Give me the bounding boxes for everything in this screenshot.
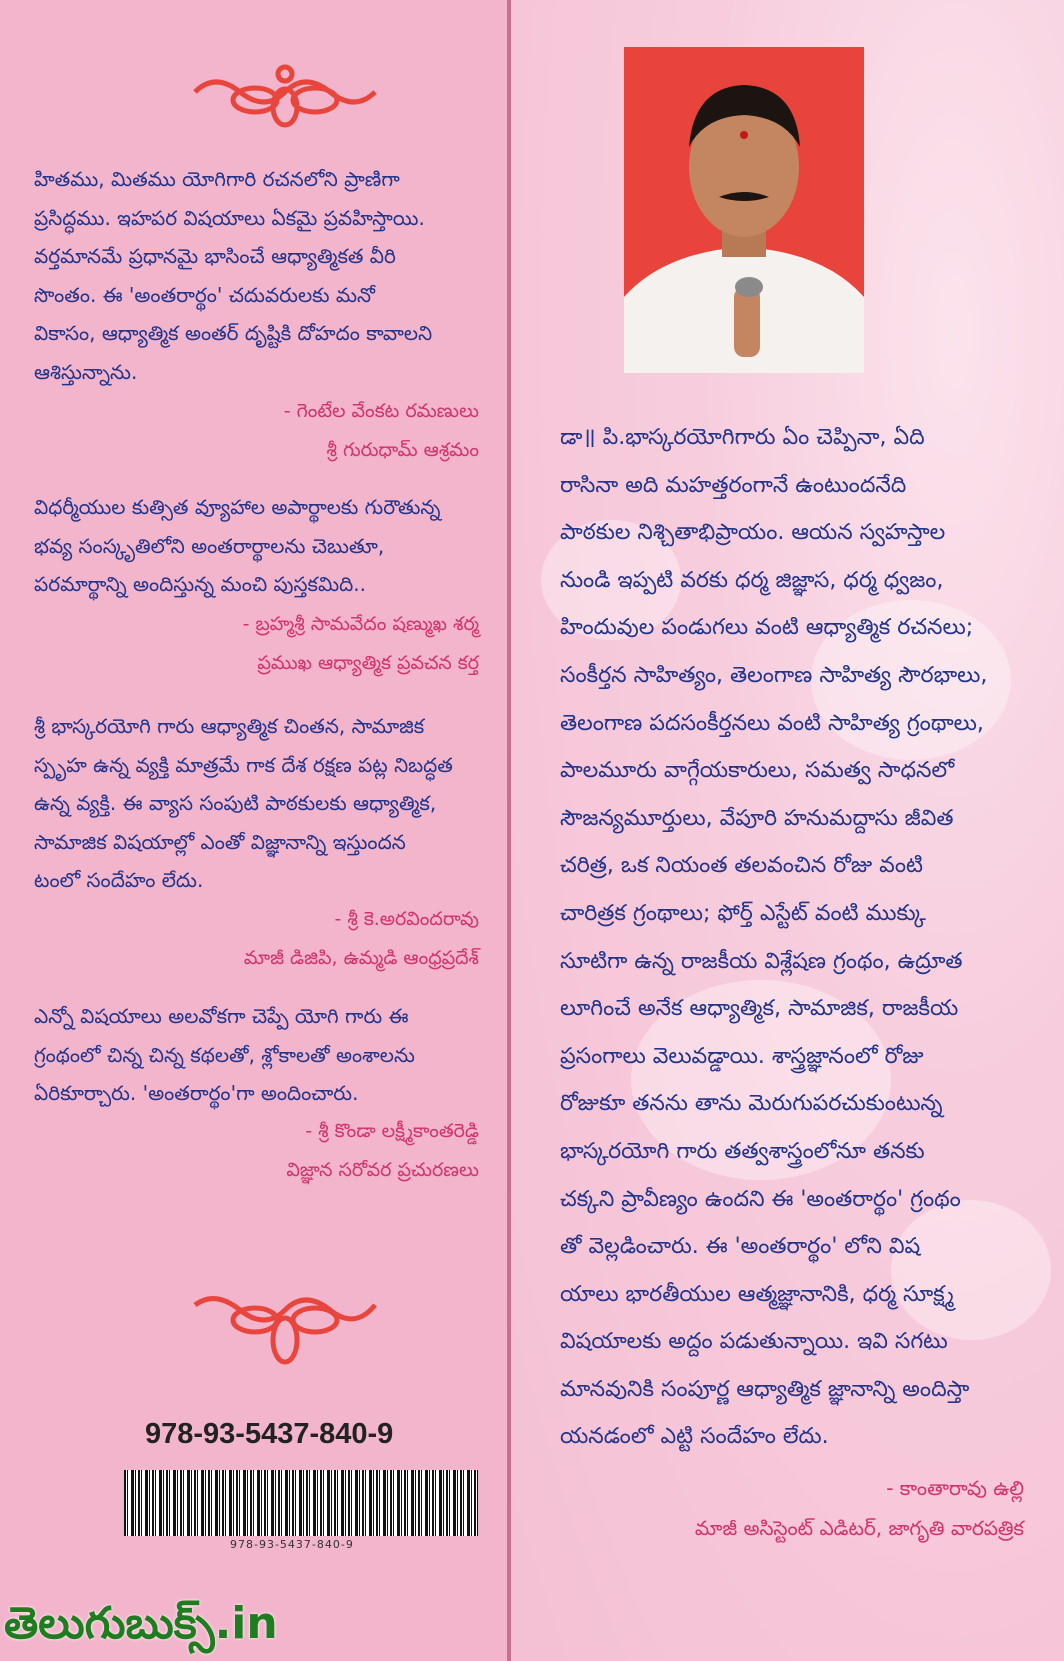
quote-line: విధర్మీయుల కుత్సిత వ్యూహాల అపార్థాలకు గురౌతున్న (34, 495, 441, 519)
attribution-line: - శ్రీ కె.అరవిందరావు (334, 908, 479, 930)
bio-line: భాస్కరయోగి గారు తత్వశాస్త్రంలోనూ తనకు (560, 1138, 925, 1164)
review-quote (34, 997, 484, 1113)
quote-line: స్పృహ ఉన్న వ్యక్తి మాత్రమే గాక దేశ రక్షణ పట్ల నిబద్ధత (34, 752, 453, 777)
bio-line: పాలమూరు వాగ్గేయకారులు, సమత్వ సాధనలో (560, 758, 955, 784)
quote-line: ఎన్నో విషయాలు అలవోకగా చెప్పే యోగి గారు ఈ (34, 1004, 409, 1028)
bio-line: యాలు భారతీయుల ఆత్మజ్ఞానానికి, ధర్మ సూక్ష్మ (560, 1281, 954, 1307)
bio-line: నుండి ఇప్పటి వరకు ధర్మ జిజ్ఞాస, ధర్మ ధ్వజం, (560, 567, 944, 593)
review-quote (34, 707, 484, 900)
bio-line: డా॥ పి.భాస్కరయోగిగారు ఏం చెప్పినా, ఏది (560, 425, 925, 450)
bio-line: సూటిగా ఉన్న రాజకీయ విశ్లేషణ గ్రంథం, ఉద్రూత (560, 948, 963, 974)
attribution-line: మాజీ అసిస్టెంట్ ఎడిటర్, జాగృతి వారపత్రిక (694, 1516, 1024, 1540)
bio-line: తెలంగాణ పదసంకీర్తనలు వంటి సాహిత్య గ్రంథాలు, (560, 710, 984, 736)
bio-line: చరిత్ర, ఒక నియంత తలవంచిన రోజు వంటి (560, 853, 923, 879)
quote-line: ఏరికూర్చారు. 'అంతరార్థం'గా అందించారు. (34, 1081, 359, 1105)
attribution-line: - బ్రహ్మశ్రీ సామవేదం షణ్ముఖ శర్మ (242, 613, 479, 635)
bio-line: మానవునికి సంపూర్ణ ఆధ్యాత్మిక జ్ఞానాన్ని అందిస్తా (560, 1376, 970, 1402)
watermark-logo: తెలుగుబుక్స్.in (4, 1598, 278, 1649)
bio-line: విషయాలకు అద్దం పడుతున్నాయి. ఇవి సగటు (560, 1329, 948, 1355)
bio-line: సౌజన్యమూర్తులు, వేపూరి హనుమద్దాసు జీవిత (560, 805, 954, 831)
author-photo (624, 47, 864, 373)
quote-attribution (243, 605, 479, 682)
bio-line: పాఠకుల నిశ్చితాభిప్రాయం. ఆయన స్వహస్తాల (560, 520, 946, 546)
quote-line: హితము, మితము యోగిగారి రచనలోని ప్రాణిగా (34, 167, 400, 191)
barcode (124, 1470, 478, 1536)
bio-line: యనడంలో ఎట్టి సందేహం లేదు. (560, 1424, 829, 1450)
quote-attribution (284, 392, 479, 469)
review-quote (34, 488, 484, 604)
bio-line: చారిత్రక గ్రంథాలు; ఫోర్త్ ఎస్టేట్ వంటి ముక్కు (560, 900, 926, 926)
author-bio (560, 414, 1030, 1461)
quote-line: వికాసం, ఆధ్యాత్మిక అంతర్ దృష్టికి దోహదం కావాలని (34, 321, 433, 345)
attribution-line: శ్రీ గురుధామ్ ఆశ్రమం (326, 438, 479, 461)
attribution-line: - శ్రీ కొండా లక్ష్మీకాంతరెడ్డి (305, 1120, 479, 1142)
back-cover-left-panel (0, 0, 507, 1661)
isbn-number: 978-93-5437-840-9 (145, 1418, 394, 1450)
isbn-small: 978-93-5437-840-9 (230, 1538, 354, 1551)
quote-line: ఉన్న వ్యక్తి. ఈ వ్యాస సంపుటి పాఠకులకు ఆధ్యాత్మిక, (34, 791, 437, 815)
ornament-bottom-icon (185, 1295, 385, 1375)
quote-line: ఆశిస్తున్నాను. (34, 359, 138, 384)
attribution-line: మాజీ డిజిపి, ఉమ్మడి ఆంధ్రప్రదేశ్ (243, 946, 479, 969)
quote-attribution (286, 1112, 479, 1189)
attribution-line: - కాంతారావు ఉల్లి (886, 1476, 1024, 1500)
bio-line: హిందువుల పండుగలు వంటి ఆధ్యాత్మిక రచనలు; (560, 615, 974, 641)
attribution-line: - గెంటేల వేంకట రమణులు (283, 400, 479, 422)
bio-line: చక్కని ప్రావీణ్యం ఉందని ఈ 'అంతరార్థం' గ్రంథం (560, 1186, 961, 1212)
quote-line: ప్రసిద్ధము. ఇహపర విషయాలు ఏకమై ప్రవహిస్తాయి. (34, 205, 425, 230)
attribution-line: ప్రముఖ ఆధ్యాత్మిక ప్రవచన కర్త (257, 651, 479, 674)
review-quote (34, 160, 484, 391)
quote-line: టంలో సందేహం లేదు. (34, 868, 204, 892)
bio-line: రాసినా అది మహత్తరంగానే ఉంటుందనేది (560, 472, 907, 498)
bio-line: లూగించే అనేక ఆధ్యాత్మిక, సామాజిక, రాజకీయ (560, 996, 959, 1022)
bio-line: ప్రసంగాలు వెలువడ్డాయి. శాస్త్రజ్ఞానంలో రోజు (560, 1043, 924, 1069)
bio-line: తో వెల్లడించారు. ఈ 'అంతరార్థం' లోని విష (560, 1234, 921, 1260)
ornament-top-icon (185, 62, 385, 142)
bio-line: రోజుకూ తనను తాను మెరుగుపరచుకుంటున్న (560, 1091, 943, 1117)
attribution-line: విజ్ఞాన సరోవర ప్రచురణలు (286, 1158, 479, 1181)
quote-line: సొంతం. ఈ 'అంతరార్థం' చదువరులకు మనో (34, 282, 375, 307)
quote-attribution (244, 900, 479, 977)
quote-line: వర్తమానమే ప్రధానమై భాసించే ఆధ్యాత్మికత వీరి (34, 244, 396, 268)
quote-line: పరమార్థాన్ని అందిస్తున్న మంచి పుస్తకమిది.. (34, 572, 366, 596)
quote-line: భవ్య సంస్కృతిలోని అంతరార్థాలను చెబుతూ, (34, 533, 385, 558)
bio-line: సంకీర్తన సాహిత్యం, తెలంగాణ సాహిత్య సౌరభాలు, (560, 662, 988, 688)
quote-line: గ్రంథంలో చిన్న చిన్న కథలతో, శ్లోకాలతో అంశాలను (34, 1042, 415, 1067)
bio-attribution (695, 1468, 1024, 1548)
quote-line: సామాజిక విషయాల్లో ఎంతో విజ్ఞానాన్ని ఇస్తుందన (34, 829, 406, 854)
quote-line: శ్రీ భాస్కరయోగి గారు ఆధ్యాత్మిక చింతన, సామాజిక (34, 714, 425, 738)
